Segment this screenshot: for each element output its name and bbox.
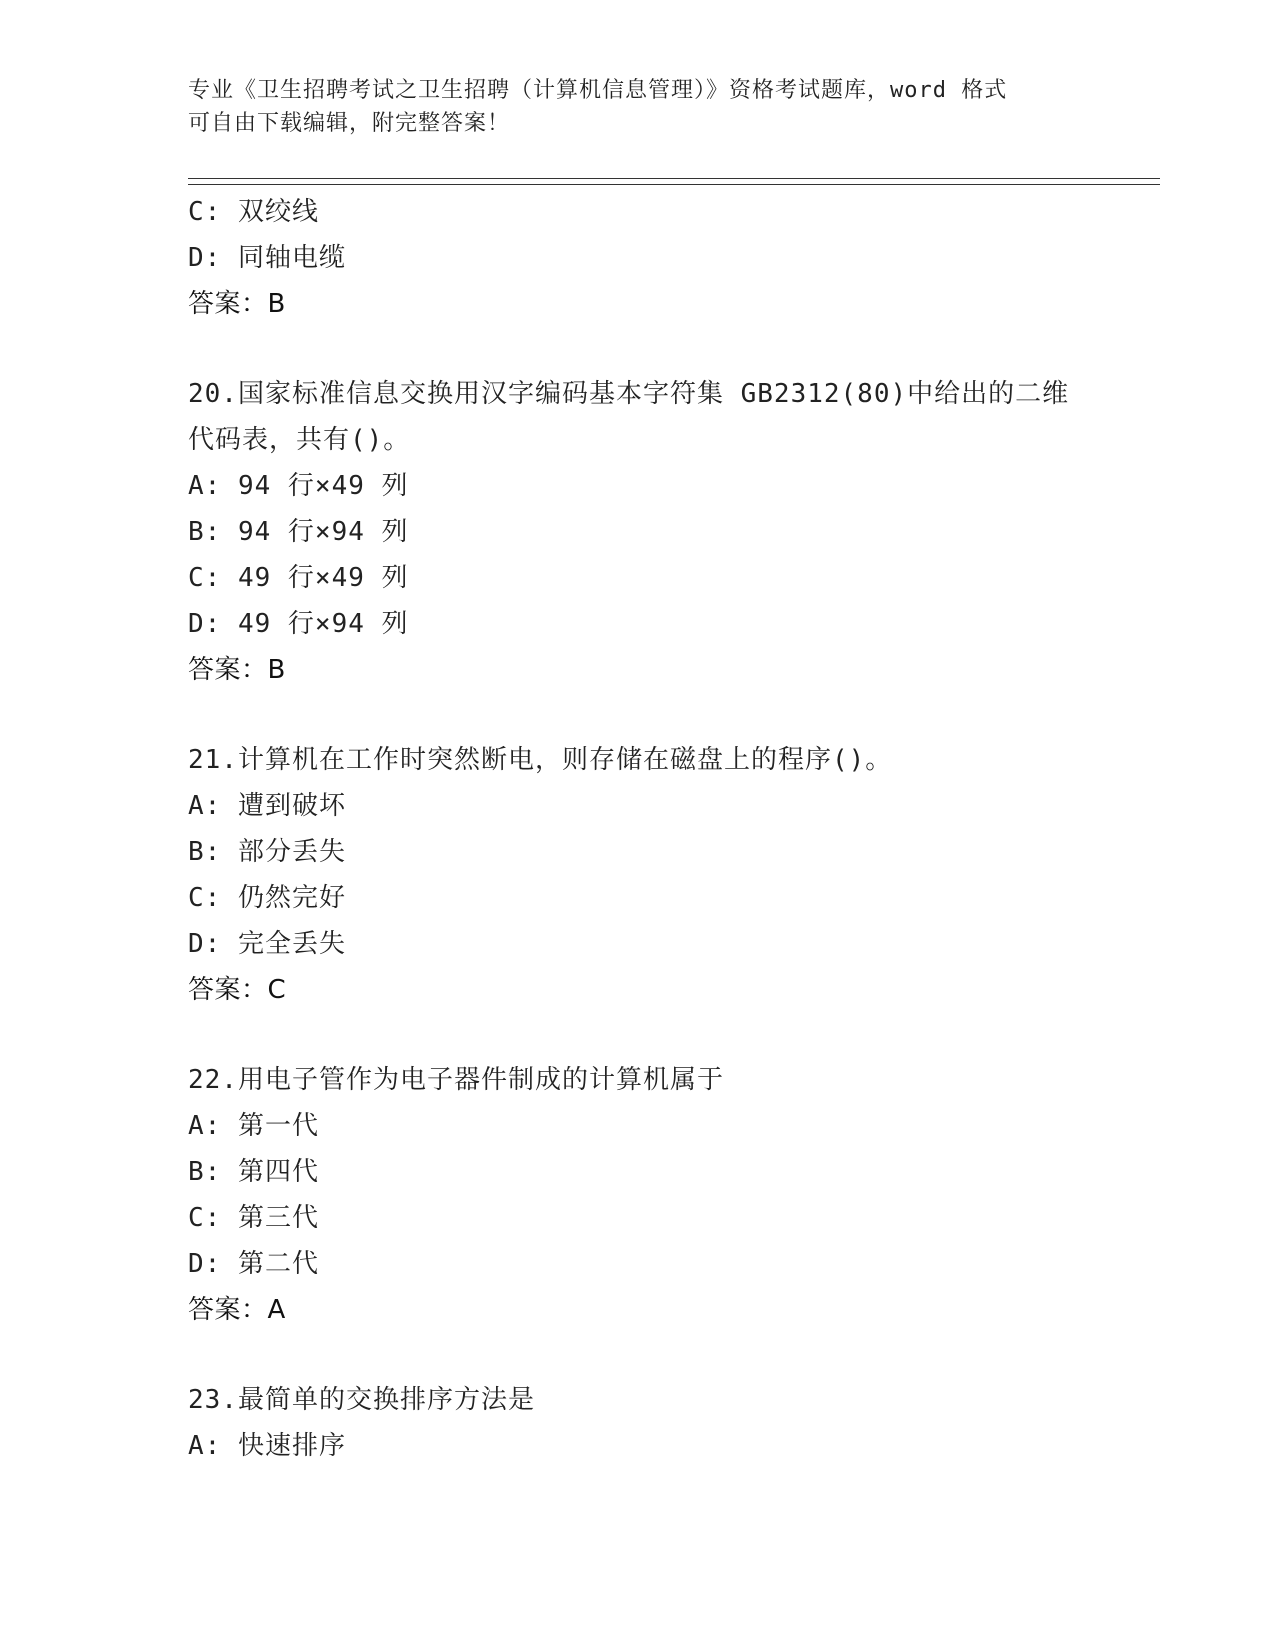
question-list [188,189,1168,1469]
option-d: D: 同轴电缆 [188,243,346,273]
option-c: C: 第三代 [188,1203,319,1233]
question-23 [188,1377,1168,1469]
question-stem: 23.最简单的交换排序方法是 [188,1385,535,1415]
option-b: B: 第四代 [188,1157,319,1187]
option-c: C: 仍然完好 [188,883,346,913]
header-divider-bottom [188,184,1160,185]
option-b: B: 部分丢失 [188,837,346,867]
option-a: A: 第一代 [188,1111,319,1141]
question-21 [188,737,1168,1013]
option-d: D: 完全丢失 [188,929,346,959]
header-line-1: 专业《卫生招聘考试之卫生招聘（计算机信息管理）》资格考试题库，word 格式 [188,78,1008,103]
question-19-continued [188,189,1168,327]
header-line-2: 可自由下载编辑，附完整答案！ [188,111,511,136]
question-stem: 20.国家标准信息交换用汉字编码基本字符集 GB2312(80)中给出的二维 [188,379,1070,409]
answer-line: 答案：A [188,1295,286,1325]
option-b: B: 94 行×94 列 [188,517,409,547]
option-a: A: 94 行×49 列 [188,471,409,501]
header-divider-top [188,178,1160,179]
option-c: C: 双绞线 [188,197,319,227]
document-header [188,74,1088,140]
option-c: C: 49 行×49 列 [188,563,409,593]
option-a: A: 快速排序 [188,1431,346,1461]
answer-line: 答案：B [188,289,286,319]
option-d: D: 第二代 [188,1249,319,1279]
question-stem: 21.计算机在工作时突然断电，则存储在磁盘上的程序()。 [188,745,893,775]
question-stem-continued: 代码表，共有()。 [188,425,411,455]
answer-line: 答案：C [188,975,287,1005]
question-stem: 22.用电子管作为电子器件制成的计算机属于 [188,1065,724,1095]
option-d: D: 49 行×94 列 [188,609,409,639]
question-22 [188,1057,1168,1333]
answer-line: 答案：B [188,655,286,685]
option-a: A: 遭到破坏 [188,791,346,821]
question-20 [188,371,1168,693]
